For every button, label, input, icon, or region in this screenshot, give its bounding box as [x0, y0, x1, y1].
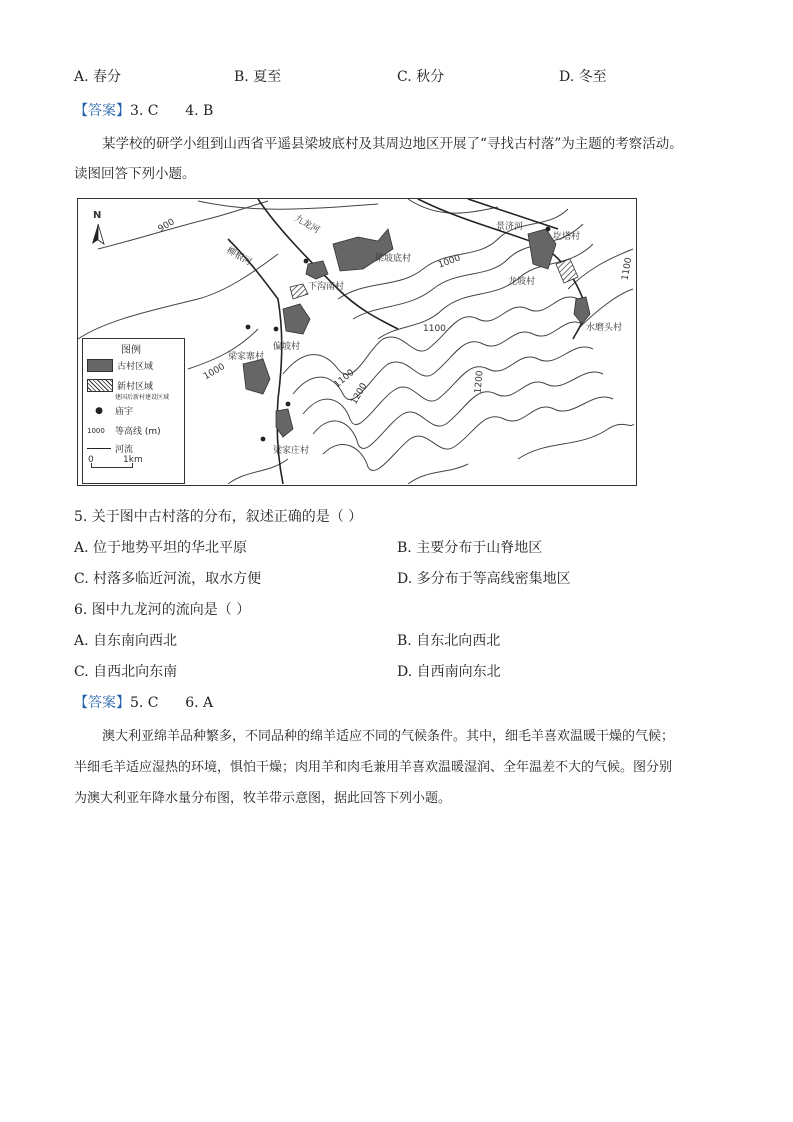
label-liangjiazhuang: 梁家庄村	[273, 446, 310, 456]
intro-line-1: 某学校的研学小组到山西省平遥县梁坡底村及其周边地区开展了“寻找古村落”为主题的考察活动。	[102, 136, 683, 152]
legend-temple: ● 庙宇	[87, 404, 133, 417]
north-arrow-icon	[92, 224, 104, 244]
contour-1000-a: 1000	[436, 253, 462, 271]
label-jingji-river: 景济河	[496, 222, 524, 232]
answer-tag: 【答案】	[74, 103, 130, 119]
contour-1200-a: 1200	[349, 381, 370, 407]
q6-option-d: D. 自西南向东北	[397, 664, 501, 680]
q6-option-b: B. 自东北向西北	[397, 633, 501, 649]
contour-map	[77, 198, 637, 486]
temple-dot-icon: ●	[95, 405, 103, 416]
q6-option-c: C. 自西北向东南	[74, 664, 178, 680]
option-d: D. 冬至	[559, 69, 607, 85]
scale-1km: 1km	[123, 455, 143, 465]
contour-1100-c: 1100	[620, 256, 635, 282]
label-xiagounan: 下沟南村	[308, 282, 345, 292]
label-liugen-river: 柳根河	[224, 245, 253, 268]
legend-contour: 1000 等高线 (m)	[87, 426, 161, 437]
label-pianpo: 偏坡村	[273, 342, 301, 352]
q6-option-a: A. 自东南向西北	[74, 633, 178, 649]
scale-zero: 0	[88, 455, 94, 465]
label-jiling: 圪塔村	[553, 232, 581, 242]
legend-new-village: 新村区域	[87, 379, 153, 392]
label-shuimotou: 水磨头村	[586, 323, 623, 333]
answer-text: 3. C 4. B	[130, 103, 214, 119]
legend-title: 图例	[121, 345, 141, 356]
passage-line-2: 半细毛羊适应湿热的环境，惧怕干燥；肉用羊和肉毛兼用羊喜欢温暖湿润、全年温差不大的气候。图分别	[74, 760, 673, 775]
q5-option-a: A. 位于地势平坦的华北平原	[74, 540, 248, 556]
legend-river: 河流	[87, 442, 133, 455]
river-swatch	[87, 448, 111, 449]
passage-line-3: 为澳大利亚年降水量分布图，牧羊带示意图，据此回答下列小题。	[74, 791, 452, 806]
north-label: N	[93, 210, 102, 221]
answer-line-2	[74, 692, 213, 712]
option-a: A. 春分	[74, 69, 122, 85]
contour-1100-b: 1100	[332, 367, 357, 391]
q6-stem: 6. 图中九龙河的流向是（ ）	[74, 602, 251, 618]
label-liangpodi: 梁坡底村	[375, 254, 412, 264]
contour-swatch: 1000	[87, 426, 105, 435]
answer-text: 5. C 6. A	[130, 695, 214, 711]
legend-old-village: 古村区域	[87, 359, 153, 372]
label-liangjiazhai: 梁家寨村	[228, 352, 265, 362]
contour-1100-a: 1100	[423, 324, 446, 334]
contour-1200-b: 1200	[473, 370, 486, 394]
answer-tag: 【答案】	[74, 695, 130, 711]
intro-line-2: 读图回答下列小题。	[74, 166, 196, 182]
old-village-swatch	[87, 359, 113, 372]
label-longpo: 龙坡村	[508, 277, 536, 287]
answer-line-1	[74, 100, 213, 120]
option-b: B. 夏至	[234, 69, 282, 85]
map-legend	[82, 338, 185, 484]
q5-stem: 5. 关于图中古村落的分布，叙述正确的是（ ）	[74, 509, 363, 525]
label-jiulong-river: 九龙河	[292, 213, 321, 236]
q5-option-d: D. 多分布于等高线密集地区	[397, 571, 571, 587]
q5-option-b: B. 主要分布于山脊地区	[397, 540, 543, 556]
q5-option-c: C. 村落多临近河流，取水方便	[74, 571, 262, 587]
contour-1000-b: 1000	[202, 361, 227, 383]
option-c: C. 秋分	[397, 69, 445, 85]
contour-900: 900	[156, 217, 177, 235]
passage-line-1: 澳大利亚绵羊品种繁多，不同品种的绵羊适应不同的气候条件。其中，细毛羊喜欢温暖干燥的气候；	[102, 729, 675, 744]
legend-new-village-note: 建国后新村建设区域	[115, 394, 170, 401]
new-village-swatch	[87, 379, 113, 392]
